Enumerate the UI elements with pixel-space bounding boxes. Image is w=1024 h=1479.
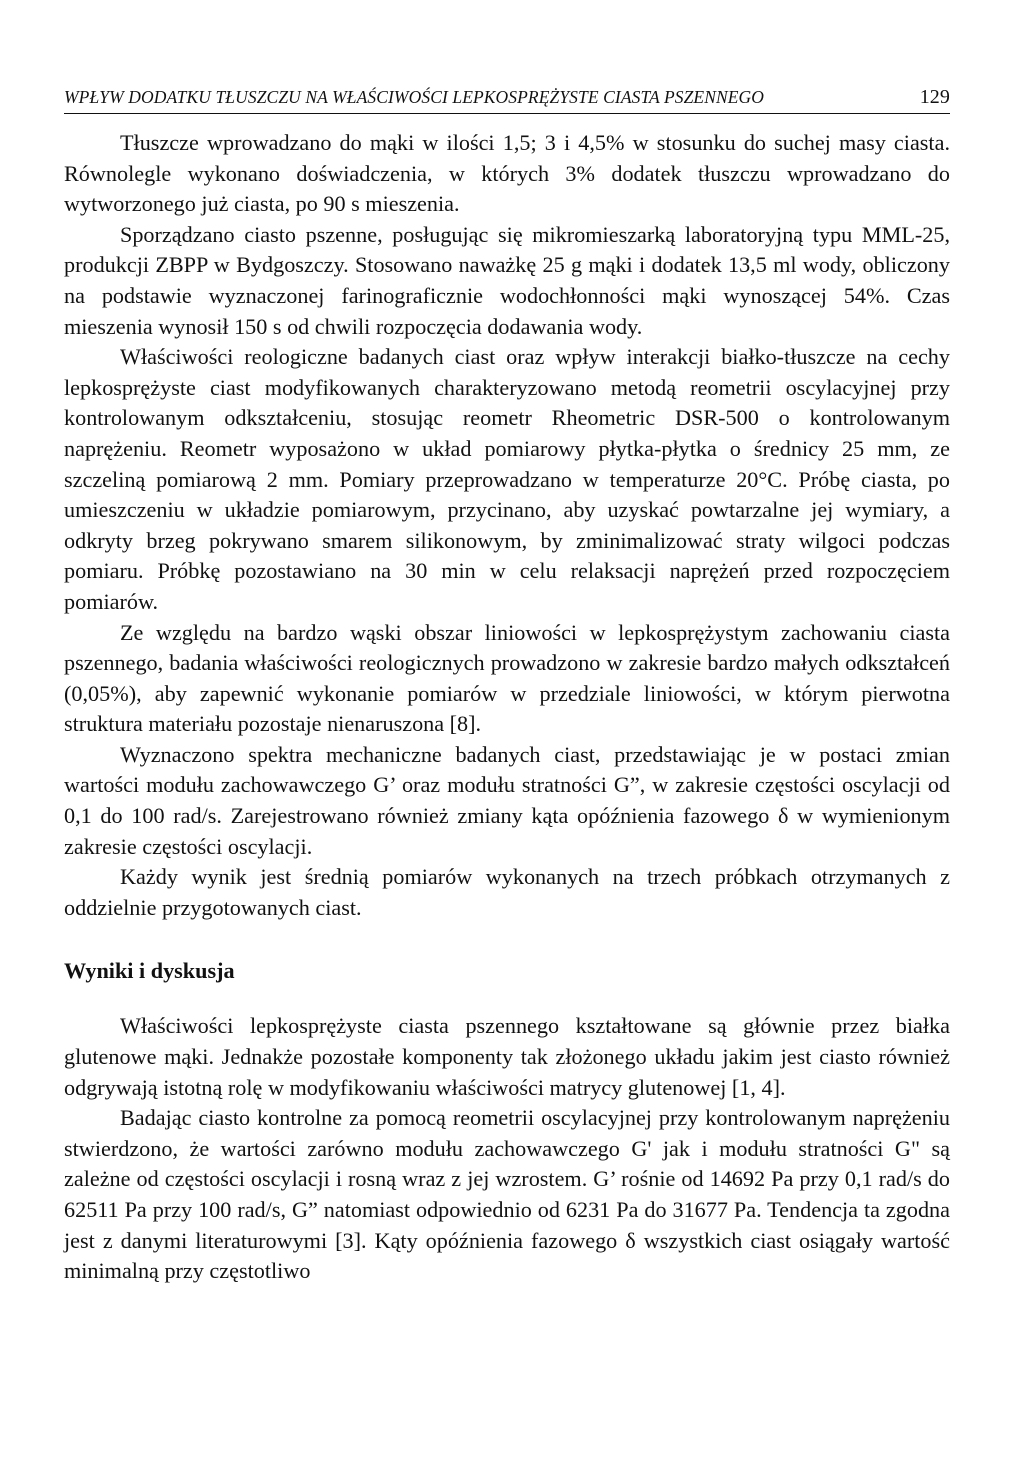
section-heading-results: Wyniki i dyskusja <box>64 958 235 984</box>
page-number: 129 <box>919 86 950 108</box>
article-body <box>64 128 950 1287</box>
paragraph-dough-preparation: Sporządzano ciasto pszenne, posługując się mikromieszarką laboratoryjną typu MML-25, produkcji ZBPP w Bydgoszczy. Stosowano naważkę 25 g mąki i dodatek 13,5 ml wody, obliczony na podstawie wyznaczonej farinograficznie wodochłonności mąki wynoszącej 54%. Czas mieszenia wynosił 150 s od chwili rozpoczęcia dodawania wody. <box>64 221 950 339</box>
paragraph-replicates: Każdy wynik jest średnią pomiarów wykonanych na trzech próbkach otrzymanych z oddzielnie przygotowanych ciast. <box>64 864 950 920</box>
running-title: WPŁYW DODATKU TŁUSZCZU NA WŁAŚCIWOŚCI LEPKOSPRĘŻYSTE CIASTA PSZENNEGO <box>64 87 765 107</box>
paragraph-fat-addition: Tłuszcze wprowadzano do mąki w ilości 1,5; 3 i 4,5% w stosunku do suchej masy ciasta. Równolegle wykonano doświadczenia, w których 3% dodatek tłuszczu wprowadzano do wytworzonego już ciasta, po 90 s mieszenia. <box>64 130 950 217</box>
paragraph-linearity-range: Ze względu na bardzo wąski obszar liniowości w lepkosprężystym zachowaniu ciasta pszennego, badania właściwości reologicznych prowadzono w zakresie bardzo małych odkształceń (0,05%), aby zapewnić wykonanie pomiarów w przedziale liniowości, w którym pierwotna struktura materiału pozostaje nienaruszona [8]. <box>64 619 950 737</box>
paragraph-mechanical-spectra: Wyznaczono spektra mechaniczne badanych ciast, przedstawiając je w postaci zmian wartości modułu zachowawczego G’ oraz modułu stratności G”, w zakresie częstości oscylacji od 0,1 do 100 rad/s. Zarejestrowano również zmiany kąta opóźnienia fazowego δ w wymienionym zakresie częstości oscylacji. <box>64 741 950 859</box>
journal-page <box>64 86 950 1287</box>
paragraph-rheometry-method: Właściwości reologiczne badanych ciast oraz wpływ interakcji białko-tłuszcze na cechy lepkosprężyste ciast modyfikowanych charakteryzowano metodą reometrii oscylacyjnej przy kontrolowanym odkształceniu, stosując reometr Rheometric DSR-500 o kontrolowanym naprężeniu. Reometr wyposażono w układ pomiarowy płytka-płytka o średnicy 25 mm, ze szczeliną pomiarową 2 mm. Pomiary przeprowadzano w temperaturze 20°C. Próbę ciasta, po umieszczeniu w układzie pomiarowym, przycinano, aby uzyskać powtarzalne jej wymiary, a odkryty brzeg pokrywano smarem silikonowym, by zminimalizować straty wilgoci podczas pomiaru. Próbkę pozostawiano na 30 min w celu relaksacji naprężeń przed rozpoczęciem pomiarów. <box>64 344 950 614</box>
paragraph-control-dough: Badając ciasto kontrolne za pomocą reometrii oscylacyjnej przy kontrolowanym naprężeniu stwierdzono, że wartości zarówno modułu zachowawczego G' jak i modułu stratności G" są zależne od częstości oscylacji i rosną wraz z jej wzrostem. G’ rośnie od 14692 Pa przy 0,1 rad/s do 62511 Pa przy 100 rad/s, G” natomiast odpowiednio od 6231 Pa do 31677 Pa. Tendencja ta zgodna jest z danymi literaturowymi [3]. Kąty opóźnienia fazowego δ wszystkich ciast osiągały wartość minimalną przy częstotliwo <box>64 1105 950 1284</box>
paragraph-gluten-properties: Właściwości lepkosprężyste ciasta pszennego kształtowane są głównie przez białka glutenowe mąki. Jednakże pozostałe komponenty tak złożonego układu jakim jest ciasto również odgrywają istotną rolę w modyfikowaniu właściwości matrycy glutenowej [1, 4]. <box>64 1013 950 1100</box>
running-header <box>64 86 950 114</box>
